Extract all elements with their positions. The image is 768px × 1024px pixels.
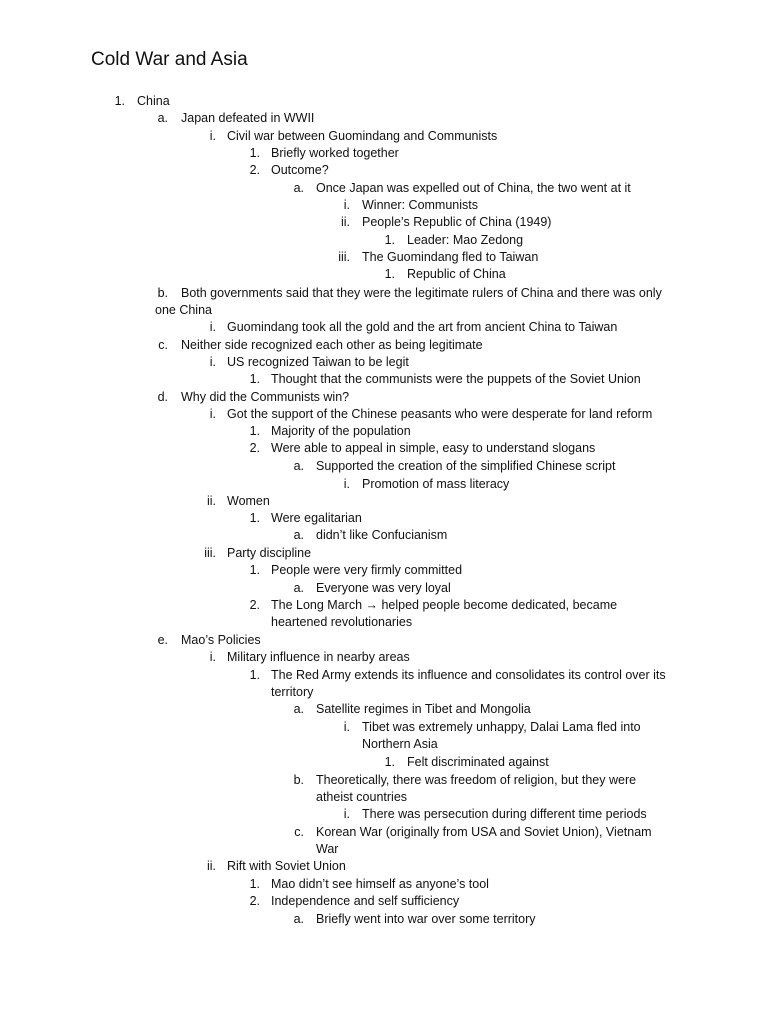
list-marker: 1.	[249, 563, 260, 577]
outline-text: Everyone was very loyal	[316, 581, 451, 595]
outline-item	[0, 337, 768, 354]
list-marker: a.	[293, 528, 304, 542]
outline-item	[0, 632, 768, 649]
list-marker: a.	[293, 181, 304, 195]
outline-text: People were very firmly committed	[271, 563, 463, 577]
outline-text-continuation: one China	[155, 303, 212, 317]
outline-text: Japan defeated in WWII	[181, 111, 315, 125]
outline-text: Once Japan was expelled out of China, the two went at it	[316, 181, 631, 195]
list-marker: i.	[209, 320, 216, 334]
outline-item	[0, 667, 768, 684]
list-marker: 2.	[249, 441, 260, 455]
outline-item	[0, 893, 768, 910]
outline-item	[0, 354, 768, 371]
outline-item	[0, 510, 768, 527]
outline-item	[0, 858, 768, 875]
list-marker: i.	[343, 477, 350, 491]
list-marker: i.	[343, 720, 350, 734]
outline-item	[0, 128, 768, 145]
outline-item	[0, 754, 768, 771]
outline-item	[0, 527, 768, 544]
outline-item	[0, 701, 768, 718]
list-marker: 2.	[249, 598, 260, 612]
list-marker: 1.	[249, 877, 260, 891]
outline-item	[0, 597, 768, 614]
list-marker: i.	[343, 198, 350, 212]
outline-text: Guomindang took all the gold and the art from ancient China to Taiwan	[227, 320, 618, 334]
outline-text: The Red Army extends its influence and consolidates its control over its	[271, 668, 666, 682]
outline-item	[0, 545, 768, 562]
outline-text: Were able to appeal in simple, easy to understand slogans	[271, 441, 596, 455]
outline-text: Mao didn’t see himself as anyone’s tool	[271, 877, 489, 891]
list-marker: e.	[157, 633, 168, 647]
outline-item	[0, 580, 768, 597]
list-marker: iii.	[204, 546, 216, 560]
outline-item	[0, 214, 768, 231]
list-marker: i.	[209, 407, 216, 421]
outline-item	[0, 440, 768, 457]
list-marker: 1.	[249, 372, 260, 386]
outline-text: Neither side recognized each other as being legitimate	[181, 338, 483, 352]
outline-text: Majority of the population	[271, 424, 411, 438]
outline-text: Satellite regimes in Tibet and Mongolia	[316, 702, 531, 716]
list-marker: 1.	[384, 233, 395, 247]
outline-text: Leader: Mao Zedong	[407, 233, 524, 247]
list-marker: i.	[209, 650, 216, 664]
outline-item	[0, 145, 768, 162]
outline-item	[0, 719, 768, 736]
outline-text: Tibet was extremely unhappy, Dalai Lama fled into	[362, 720, 641, 734]
outline-text: Winner: Communists	[362, 198, 478, 212]
outline-text: Party discipline	[227, 546, 312, 560]
list-marker: a.	[157, 111, 168, 125]
outline-item	[0, 876, 768, 893]
list-marker: ii.	[206, 859, 216, 873]
outline-text: People’s Republic of China (1949)	[362, 215, 552, 229]
outline-item	[0, 406, 768, 423]
list-marker: d.	[157, 390, 168, 404]
outline-text: Why did the Communists win?	[181, 390, 350, 404]
outline-item	[0, 911, 768, 928]
outline-item	[0, 232, 768, 249]
outline-text: Supported the creation of the simplified Chinese script	[316, 459, 616, 473]
list-marker: i.	[343, 807, 350, 821]
list-marker: 1.	[249, 424, 260, 438]
list-marker: a.	[293, 702, 304, 716]
outline-text: Thought that the communists were the puppets of the Soviet Union	[271, 372, 641, 386]
outline-item	[0, 649, 768, 666]
outline-text: Mao’s Policies	[181, 633, 261, 647]
list-marker: b.	[157, 286, 168, 300]
outline-text: Theoretically, there was freedom of religion, but they were	[316, 773, 637, 787]
outline-text-continuation: territory	[271, 685, 314, 699]
list-marker: i.	[209, 129, 216, 143]
outline-text: Both governments said that they were the legitimate rulers of China and there was only	[181, 286, 662, 300]
outline-text: There was persecution during different time periods	[362, 807, 647, 821]
outline-text-continuation: atheist countries	[316, 790, 408, 804]
outline-text: Military influence in nearby areas	[227, 650, 410, 664]
outline-text: Women	[227, 494, 270, 508]
outline-item	[0, 319, 768, 336]
outline-text-continuation: heartened revolutionaries	[271, 615, 413, 629]
list-marker: c.	[158, 338, 168, 352]
outline-item	[0, 110, 768, 127]
list-marker: b.	[293, 773, 304, 787]
list-marker: ii.	[340, 215, 350, 229]
list-marker: 1.	[114, 94, 125, 108]
outline-item	[0, 423, 768, 440]
list-marker: a.	[293, 912, 304, 926]
outline-item	[0, 162, 768, 179]
list-marker: a.	[293, 459, 304, 473]
outline-text: Got the support of the Chinese peasants who were desperate for land reform	[227, 407, 653, 421]
document-title: Cold War and Asia	[91, 49, 248, 70]
outline-item	[0, 389, 768, 406]
outline-item	[0, 476, 768, 493]
outline-text: Outcome?	[271, 163, 329, 177]
outline-item	[0, 493, 768, 510]
list-marker: 1.	[249, 668, 260, 682]
outline-item	[0, 824, 768, 841]
list-marker: ii.	[206, 494, 216, 508]
outline-item	[0, 562, 768, 579]
outline-item	[0, 285, 768, 302]
outline-text: Civil war between Guomindang and Communists	[227, 129, 498, 143]
outline-text: Were egalitarian	[271, 511, 362, 525]
outline-text: The Guomindang fled to Taiwan	[362, 250, 539, 264]
outline-item	[0, 772, 768, 789]
outline-item	[0, 197, 768, 214]
outline-text-continuation: Northern Asia	[362, 737, 438, 751]
list-marker: 1.	[249, 146, 260, 160]
outline-item	[0, 458, 768, 475]
outline-text-continuation: War	[316, 842, 339, 856]
outline-item	[0, 806, 768, 823]
list-marker: iii.	[338, 250, 350, 264]
list-marker: a.	[293, 581, 304, 595]
outline-text: Promotion of mass literacy	[362, 477, 510, 491]
outline-text: didn’t like Confucianism	[316, 528, 448, 542]
outline-text: China	[137, 94, 170, 108]
list-marker: c.	[294, 825, 304, 839]
outline-text: Briefly worked together	[271, 146, 399, 160]
outline-item	[0, 371, 768, 388]
outline-item	[0, 93, 768, 110]
list-marker: 1.	[384, 267, 395, 281]
outline-text: US recognized Taiwan to be legit	[227, 355, 409, 369]
outline-text: Rift with Soviet Union	[227, 859, 346, 873]
outline-item	[0, 180, 768, 197]
outline-text: Republic of China	[407, 267, 506, 281]
outline-text: Korean War (originally from USA and Soviet Union), Vietnam	[316, 825, 652, 839]
list-marker: 2.	[249, 894, 260, 908]
outline-text: The Long March → helped people become dedicated, became	[271, 598, 618, 612]
outline-item	[0, 266, 768, 283]
list-marker: 1.	[249, 511, 260, 525]
list-marker: 1.	[384, 755, 395, 769]
outline-text: Felt discriminated against	[407, 755, 549, 769]
outline-text: Independence and self sufficiency	[271, 894, 460, 908]
outline-item	[0, 249, 768, 266]
list-marker: 2.	[249, 163, 260, 177]
list-marker: i.	[209, 355, 216, 369]
outline-text: Briefly went into war over some territory	[316, 912, 536, 926]
